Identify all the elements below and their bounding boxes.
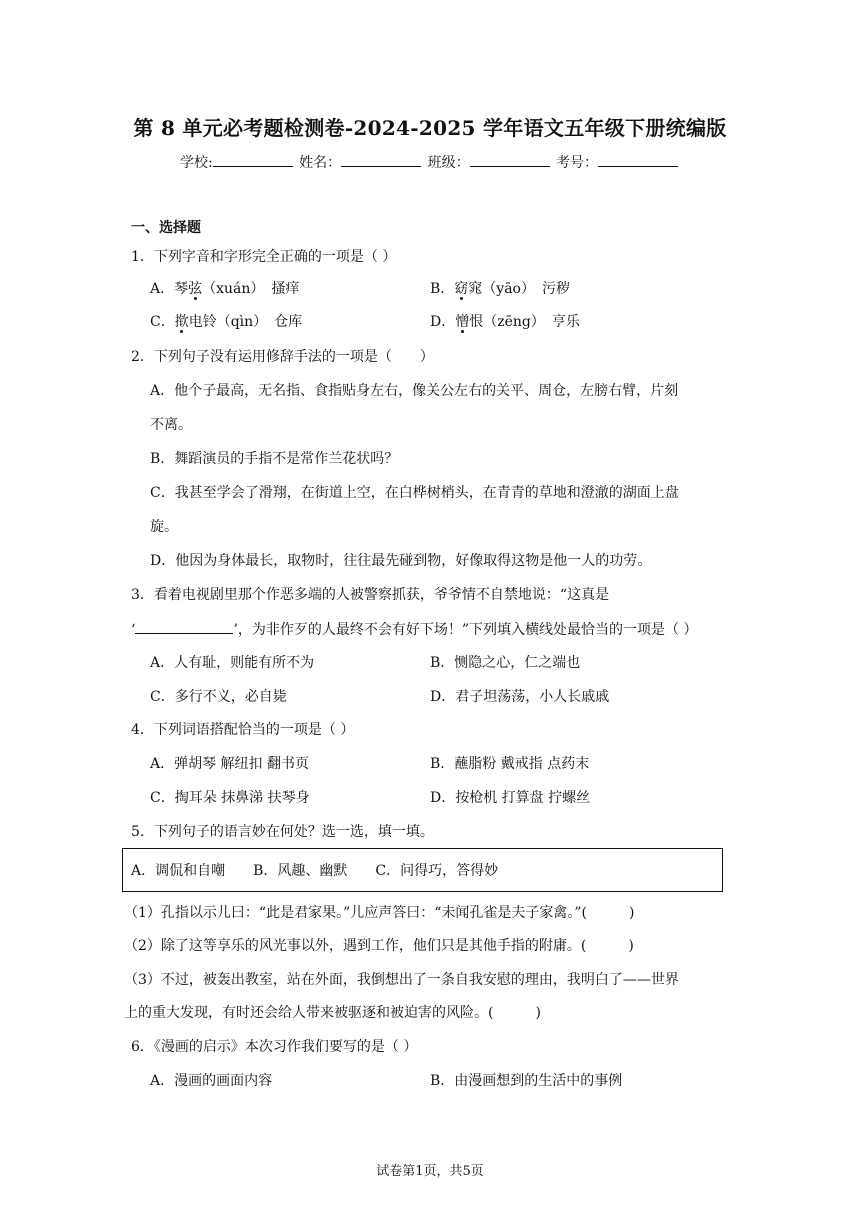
q5-options: A．调侃和自嘲 B．风趣、幽默 C．问得巧，答得妙 <box>131 863 499 879</box>
section-title: 一、选择题 <box>131 220 201 236</box>
q2-option-d[interactable]: D．他因为身体最长，取物时，往往最先碰到物，好像取得这物是他一人的功劳。 <box>150 553 652 569</box>
q1-a-text-rest: （xuán） 搔痒 <box>202 281 300 297</box>
name-label: 姓名： <box>299 155 342 171</box>
q5-sentence-2: （2）除了这等享乐的风光事以外，遇到工作，他们只是其他手指的附庸。( ) <box>124 938 634 954</box>
exam-no-label: 考号： <box>556 155 599 171</box>
q2-option-a[interactable]: A．他个子最高，无名指、食指贴身左右，像关公左右的关平、周仓，左膀右臂，片刻 <box>150 383 679 399</box>
page-footer: 试卷第1页，共5页 <box>376 1164 484 1179</box>
q1-d-text: D． <box>430 314 456 330</box>
q1-c-text-rest: 电铃（qìn） 仓库 <box>188 314 303 330</box>
q3-quote-open: ‘ <box>131 622 136 638</box>
q5-sentence-3: （3）不过，被轰出教室，站在外面，我倒想出了一条自我安慰的理由，我明白了——世界 <box>124 972 679 988</box>
q1-option-b[interactable] <box>430 279 570 299</box>
q2-option-c-cont: 旋。 <box>150 519 178 535</box>
q4-stem: 4．下列词语搭配恰当的一项是（ ） <box>131 722 355 738</box>
q1-b-text-rest: 窕（yāo） 污秽 <box>468 281 570 297</box>
school-label: 学校: <box>179 155 213 171</box>
q2-option-b[interactable]: B．舞蹈演员的手指不是常作兰花状吗？ <box>150 451 399 467</box>
q6-option-b[interactable]: B．由漫画想到的生活中的事例 <box>430 1073 623 1089</box>
name-blank[interactable] <box>341 152 421 167</box>
q3-option-b[interactable]: B．恻隐之心，仁之端也 <box>430 655 581 671</box>
q4-option-b[interactable]: B．蘸脂粉 戴戒指 点药末 <box>430 756 590 772</box>
q4-option-d[interactable]: D．按枪机 打算盘 拧螺丝 <box>430 790 591 806</box>
q1-a-dotted-char: 弦 <box>188 281 203 297</box>
q1-d-dotted-char: 憎 <box>455 314 470 330</box>
q3-option-a[interactable]: A．人有耻，则能有所不为 <box>150 655 315 671</box>
q5-stem: 5．下列句子的语言妙在何处？选一选，填一填。 <box>131 824 434 840</box>
q1-stem: 1．下列字音和字形完全正确的一项是（ ） <box>131 249 397 265</box>
q1-b-text: B． <box>430 281 455 297</box>
q6-stem: 6．《漫画的启示》本次习作我们要写的是（ ） <box>131 1039 418 1055</box>
student-info-row <box>0 152 860 172</box>
q1-c-dotted-char: 揿 <box>174 314 189 330</box>
class-blank[interactable] <box>470 152 550 167</box>
q3-option-c[interactable]: C．多行不义，必自毙 <box>150 689 287 705</box>
q2-option-c[interactable]: C．我甚至学会了滑翔，在街道上空，在白桦树梢头，在青青的草地和澄澈的湖面上盘 <box>150 485 679 501</box>
q1-c-text: C． <box>150 314 175 330</box>
q3-answer-blank[interactable] <box>135 619 233 634</box>
exam-no-blank[interactable] <box>598 152 678 167</box>
q2-stem: 2．下列句子没有运用修辞手法的一项是（ ） <box>131 349 434 365</box>
class-label: 班级： <box>427 155 470 171</box>
q1-option-d[interactable] <box>430 312 580 332</box>
q1-option-c[interactable] <box>150 312 302 332</box>
q6-option-a[interactable]: A．漫画的画面内容 <box>150 1073 273 1089</box>
q4-option-a[interactable]: A．弹胡琴 解纽扣 翻书页 <box>150 756 310 772</box>
q3-stem-rest: ’，为非作歹的人最终不会有好下场！”下列填入横线处最恰当的一项是（ ） <box>233 622 698 638</box>
q1-b-dotted-char: 窈 <box>454 281 469 297</box>
q3-stem: 3．看着电视剧里那个作恶多端的人被警察抓获，爷爷情不自禁地说：“这真是 <box>131 587 610 603</box>
q2-option-a-cont: 不离。 <box>150 417 192 433</box>
page-title: 第 8 单元必考题检测卷-2024-2025 学年语文五年级下册统编版 <box>133 116 727 140</box>
q1-d-text-rest: 恨（zēng） 亨乐 <box>469 314 580 330</box>
q3-option-d[interactable]: D．君子坦荡荡，小人长戚戚 <box>430 689 610 705</box>
q1-option-a[interactable] <box>150 279 299 299</box>
q1-a-text: A．琴 <box>150 281 189 297</box>
q5-sentence-1: （1）孔指以示儿曰：“此是君家果。”儿应声答曰：“未闻孔雀是夫子家禽。”( ) <box>124 905 635 921</box>
school-blank[interactable] <box>213 152 293 167</box>
q4-option-c[interactable]: C．掏耳朵 抹鼻涕 扶琴身 <box>150 790 310 806</box>
q3-stem-cont <box>131 619 698 640</box>
q5-sentence-3-cont: 上的重大发现，有时还会给人带来被驱逐和被迫害的风险。( ) <box>124 1005 541 1021</box>
